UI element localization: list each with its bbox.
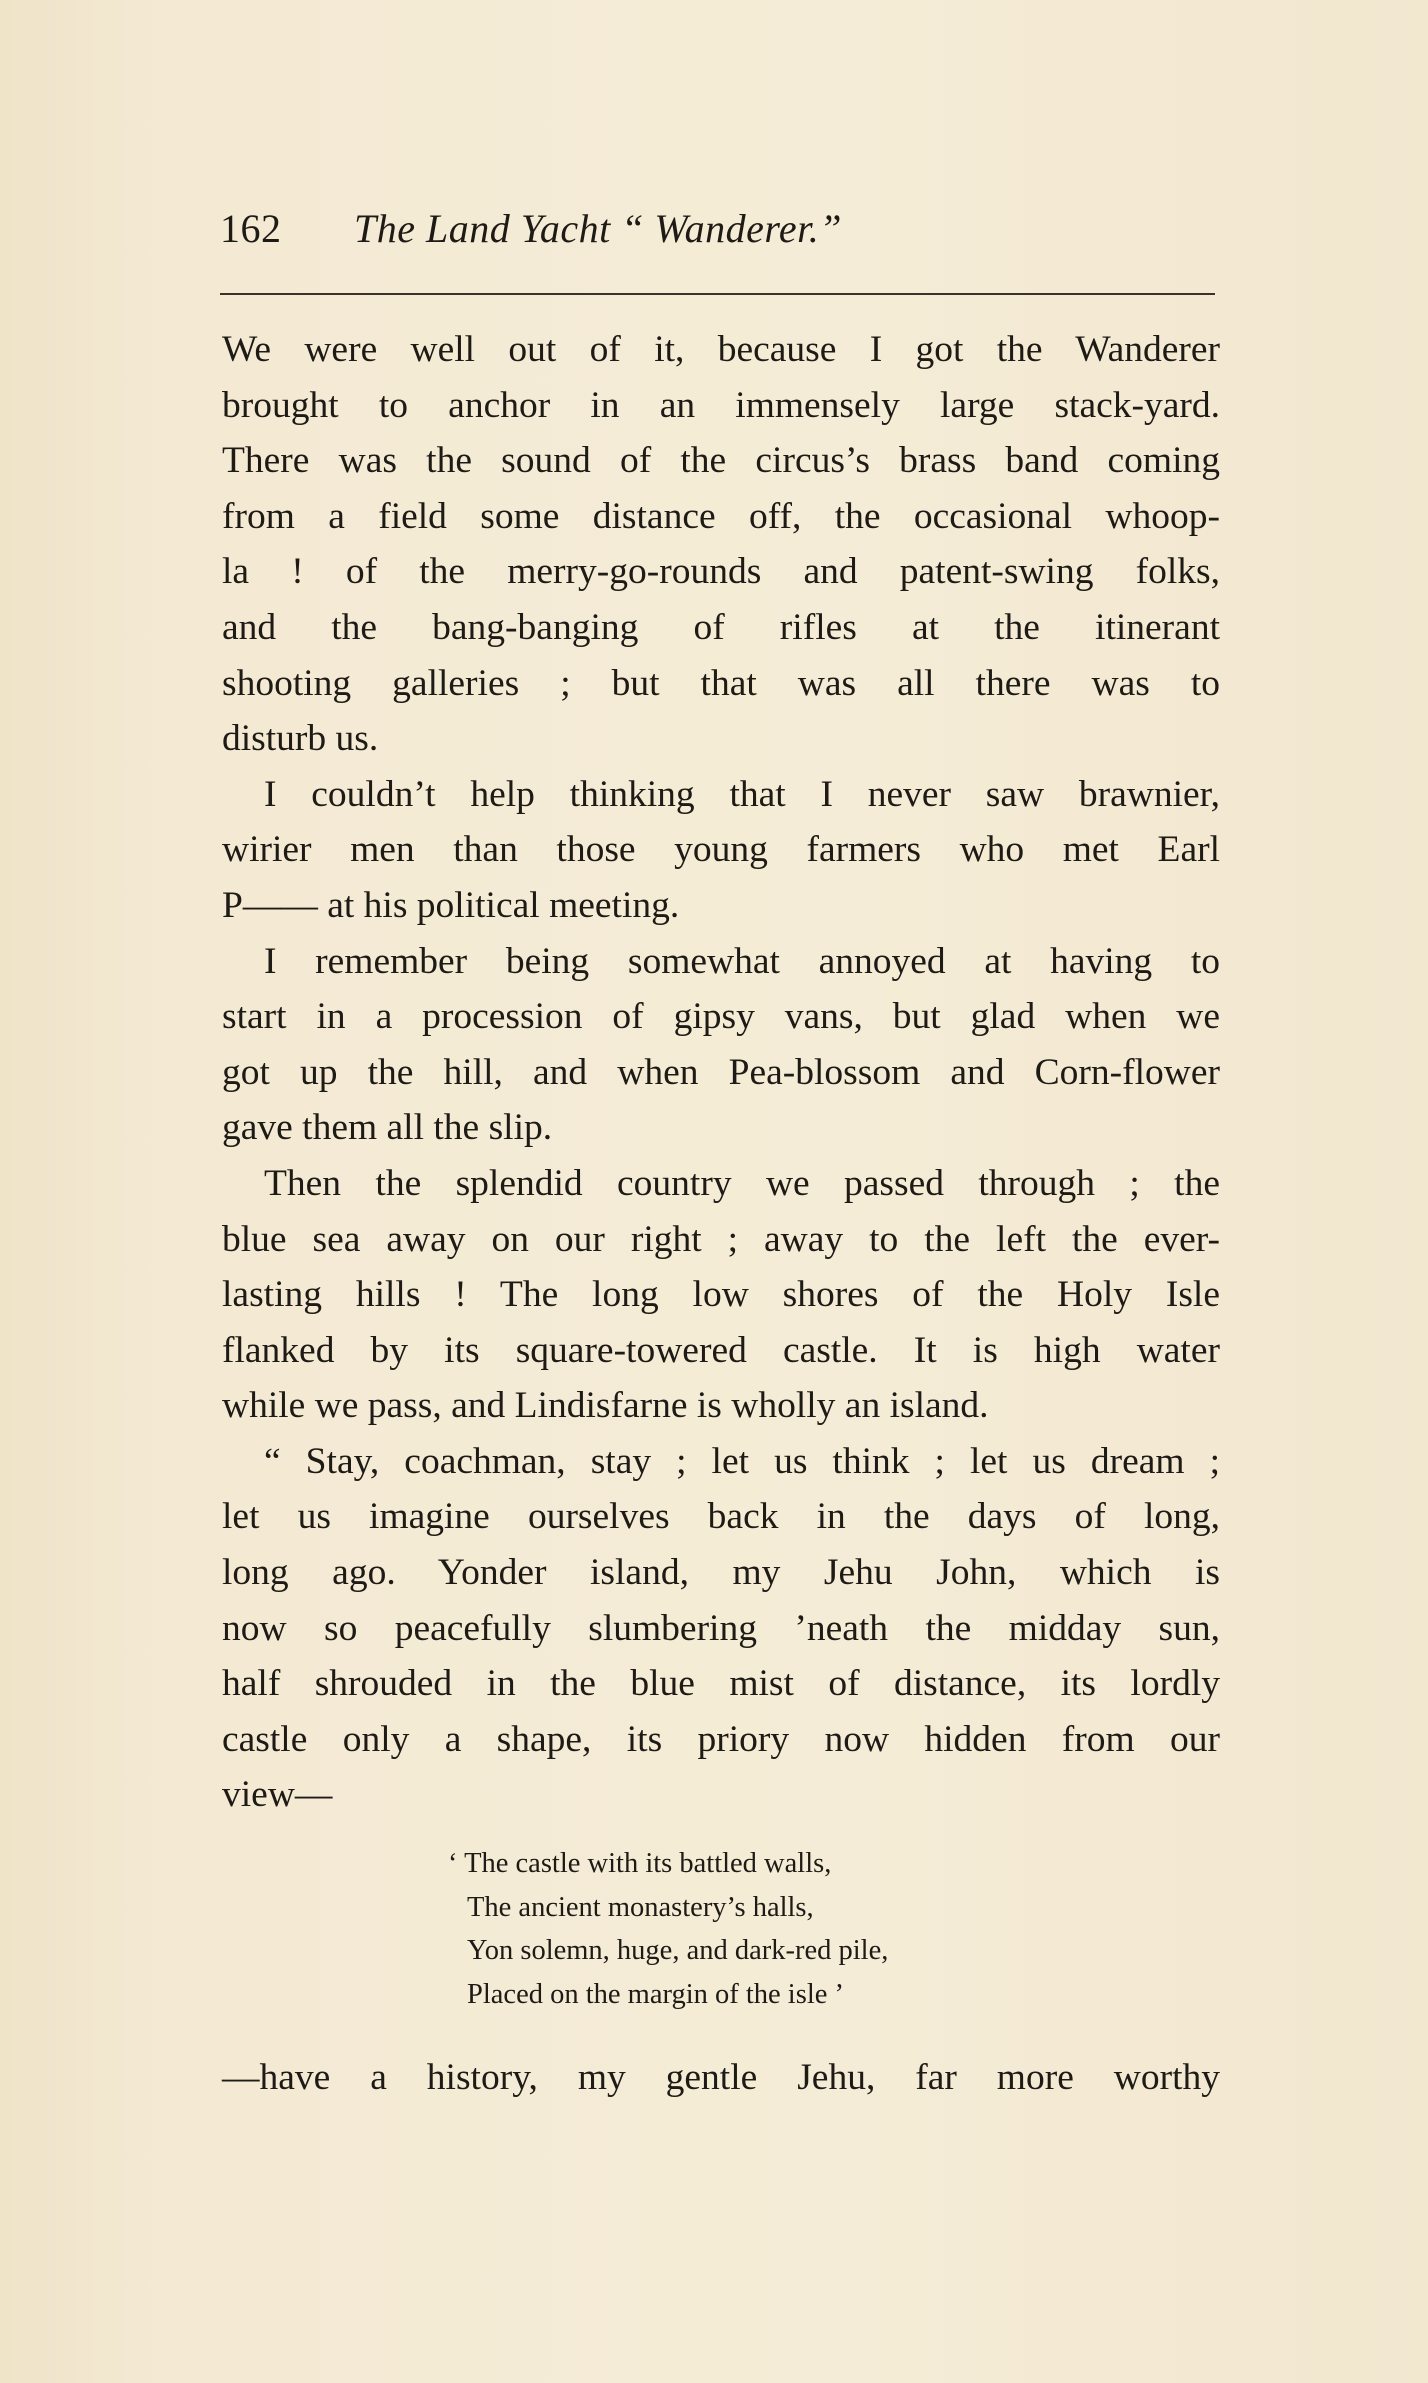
text-line: half shrouded in the blue mist of distance, its lordly: [222, 1663, 1220, 1705]
text-line: “ Stay, coachman, stay ; let us think ; let us dream ;: [264, 1440, 1220, 1482]
running-title: The Land Yacht “ Wanderer.”: [354, 206, 843, 251]
text-line: while we pass, and Lindisfarne is wholly an island.: [222, 1385, 989, 1427]
verse-line: ‘ The castle with its battled walls,: [448, 1848, 832, 1879]
text-line: There was the sound of the circus’s brass band coming: [222, 440, 1220, 482]
text-line: view—: [222, 1774, 333, 1816]
text-line: from a field some distance off, the occasional whoop-: [222, 495, 1220, 537]
text-line: la ! of the merry-go-rounds and patent-swing folks,: [222, 551, 1220, 593]
verse-quotation: [448, 1842, 888, 2016]
closing-text: [222, 2050, 1220, 2106]
text-line: shooting galleries ; but that was all there was to: [222, 662, 1220, 704]
header-rule: [220, 293, 1215, 295]
text-line: P—— at his political meeting.: [222, 884, 680, 926]
text-line: long ago. Yonder island, my Jehu John, which is: [222, 1552, 1220, 1594]
text-line: let us imagine ourselves back in the days of long,: [222, 1496, 1220, 1538]
text-line: disturb us.: [222, 718, 379, 760]
text-line: I couldn’t help thinking that I never saw brawnier,: [264, 773, 1220, 815]
text-line: We were well out of it, because I got the Wanderer: [222, 329, 1220, 370]
text-line: now so peacefully slumbering ’neath the midday sun,: [222, 1607, 1220, 1649]
text-line: wirier men than those young farmers who met Earl: [222, 829, 1220, 871]
text-line: gave them all the slip.: [222, 1107, 553, 1149]
verse-line: Yon solemn, huge, and dark-red pile,: [467, 1935, 889, 1966]
text-line: lasting hills ! The long low shores of the Holy Isle: [222, 1274, 1220, 1316]
verse-line: The ancient monastery’s halls,: [467, 1891, 814, 1923]
text-line: start in a procession of gipsy vans, but glad when we: [222, 996, 1220, 1038]
text-line: Then the splendid country we passed through ; the: [264, 1162, 1220, 1204]
text-line: I remember being somewhat annoyed at having to: [264, 940, 1220, 982]
text-line: got up the hill, and when Pea-blossom and Corn-flower: [222, 1051, 1220, 1093]
verse-line: Placed on the margin of the isle ’: [467, 1978, 844, 2010]
body-text: [222, 322, 1220, 1823]
page-number: 162: [220, 206, 282, 251]
text-line: and the bang-banging of rifles at the itinerant: [222, 606, 1220, 648]
running-header: [220, 205, 1210, 252]
text-line: castle only a shape, its priory now hidden from our: [222, 1718, 1220, 1760]
text-line: brought to anchor in an immensely large stack-yard.: [222, 384, 1220, 426]
text-line: flanked by its square-towered castle. It is high water: [222, 1329, 1220, 1371]
text-line: blue sea away on our right ; away to the left the ever-: [222, 1218, 1220, 1260]
text-line: —have a history, my gentle Jehu, far more worthy: [222, 2057, 1220, 2098]
